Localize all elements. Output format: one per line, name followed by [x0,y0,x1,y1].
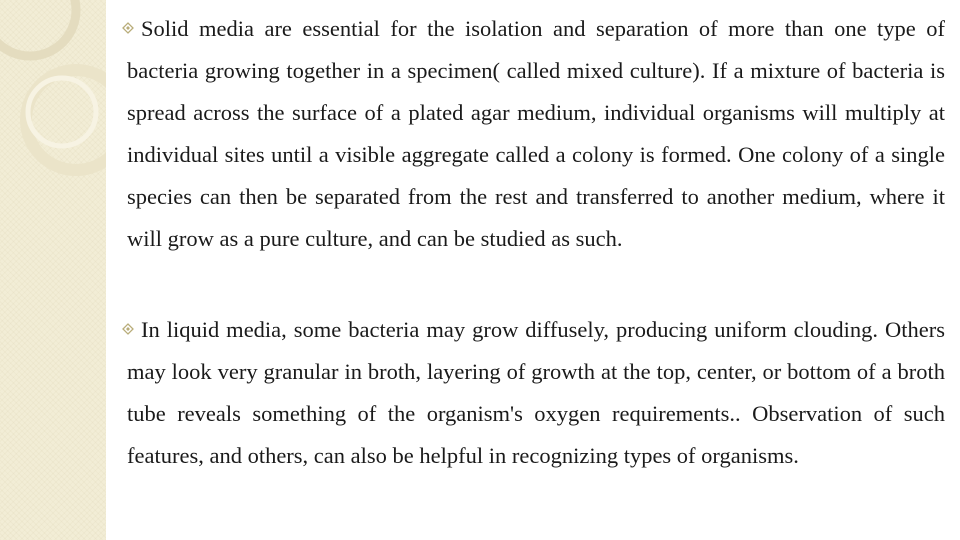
paragraph-text: Solid media are essential for the isolation and separation of more than one type of bacteria growing together in a specimen( called mixed culture). If a mixture of bacteria is spread across the surface of a plated agar medium, individual organisms will multiply at individual sites until a visible aggregate called a colony is formed. One colony of a single species can then be separated from the rest and transferred to another medium, where it will grow as a pure culture, and can be studied as such. [127,16,945,251]
slide-content [106,0,960,540]
paragraph-solid-media [127,8,945,260]
paragraph-liquid-media [127,309,945,477]
diamond-bullet-icon [121,322,135,336]
decorative-side-band [0,0,106,540]
decorative-rings-icon [0,0,106,540]
paragraph-text: In liquid media, some bacteria may grow diffusely, producing uniform clouding. Others may look very granular in broth, layering of growth at the top, center, or bottom of a broth tube reveals something of the organism's oxygen requirements.. Observation of such features, and others, can also be helpful in recognizing types of organisms. [127,317,945,468]
diamond-bullet-icon [121,21,135,35]
